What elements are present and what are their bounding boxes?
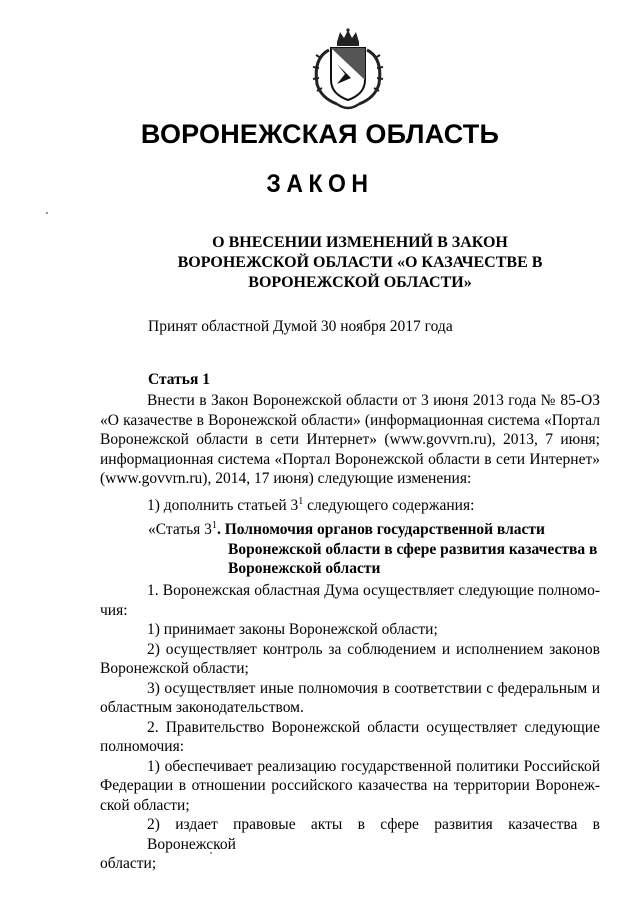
- law-title-line: ВОРОНЕЖСКОЙ ОБЛАСТИ «О КАЗАЧЕСТВЕ В: [177, 254, 543, 271]
- article-1-text: [100, 391, 600, 489]
- amendment-item-1: [100, 496, 600, 516]
- scan-speck: [210, 852, 212, 854]
- paragraph-line: 1. Воронежская областная Дума осуществляет следующие полномо-: [147, 582, 600, 599]
- paragraph-line: ской области;: [100, 796, 190, 814]
- paragraph-line: 1) принимает законы Воронежской области;: [147, 621, 438, 638]
- paragraph-line: области;: [100, 855, 157, 872]
- law-title: [100, 233, 620, 293]
- paragraph-line: 2. Правительство Воронежской области осуществляет следующие: [147, 718, 600, 736]
- coat-of-arms-icon: [307, 28, 389, 114]
- paragraph-line: 3) осуществляет иные полномочия в соответствии с федеральным и: [147, 679, 600, 697]
- superscript: 1: [211, 519, 217, 531]
- paragraph-line: Внести в Закон Воронежской области от 3 июня 2013 года № 85-ОЗ: [147, 392, 600, 409]
- paragraph-line: Воронежской области;: [100, 660, 249, 677]
- paragraph-line: 1) обеспечивает реализацию государственной политики Российской: [147, 757, 600, 775]
- powers-text: [100, 581, 600, 874]
- law-title-line: О ВНЕСЕНИИ ИЗМЕНЕНИЙ В ЗАКОН: [212, 234, 508, 251]
- superscript: 1: [298, 495, 304, 507]
- article-3-1-heading: [148, 520, 608, 579]
- paragraph-line: информационная система «Портал Воронежской области в сети Интернет»: [100, 450, 600, 468]
- law-title-line: ВОРОНЕЖСКОЙ ОБЛАСТИ»: [248, 274, 472, 291]
- paragraph-line: «О казачестве в Воронежской области» (информационная система «Портал: [100, 411, 600, 429]
- paragraph-line: полномочия:: [100, 738, 185, 755]
- item-text: 1) дополнить статьей 3: [147, 497, 299, 514]
- article-prefix: «Статья 3: [148, 521, 212, 538]
- adoption-note: Принят областной Думой 30 ноября 2017 года: [148, 318, 453, 335]
- article-title-line: Воронежской области: [228, 560, 381, 577]
- paragraph-line: [100, 496, 600, 516]
- document-type: ЗАКОН: [266, 170, 374, 198]
- article-title-line: Воронежской области в сфере развития казачества в: [228, 540, 598, 558]
- article-1-heading: Статья 1: [148, 371, 210, 388]
- paragraph-line: областным законодательством.: [100, 699, 304, 716]
- item-text: следующего содержания:: [303, 497, 475, 514]
- paragraph-line: Федерации в отношении российского казачества на территории Воронеж-: [100, 777, 600, 794]
- scan-speck: [46, 212, 48, 214]
- paragraph-line: (www.govvrn.ru), 2014, 17 июня) следующие изменения:: [100, 470, 472, 487]
- article-dot: .: [216, 521, 225, 538]
- paragraph-line: чия:: [100, 601, 128, 619]
- paragraph-line: Воронежской области в сети Интернет» (www.govvrn.ru), 2013, 7 июня;: [100, 431, 600, 448]
- paragraph-line: 2) издает правовые акты в сфере развития казачества в Воронежской: [147, 816, 600, 853]
- paragraph-line: 2) осуществляет контроль за соблюдением и исполнением законов: [147, 640, 600, 658]
- region-name: ВОРОНЕЖСКАЯ ОБЛАСТЬ: [140, 119, 500, 149]
- article-title-line: Полномочия органов государственной власти: [224, 521, 545, 538]
